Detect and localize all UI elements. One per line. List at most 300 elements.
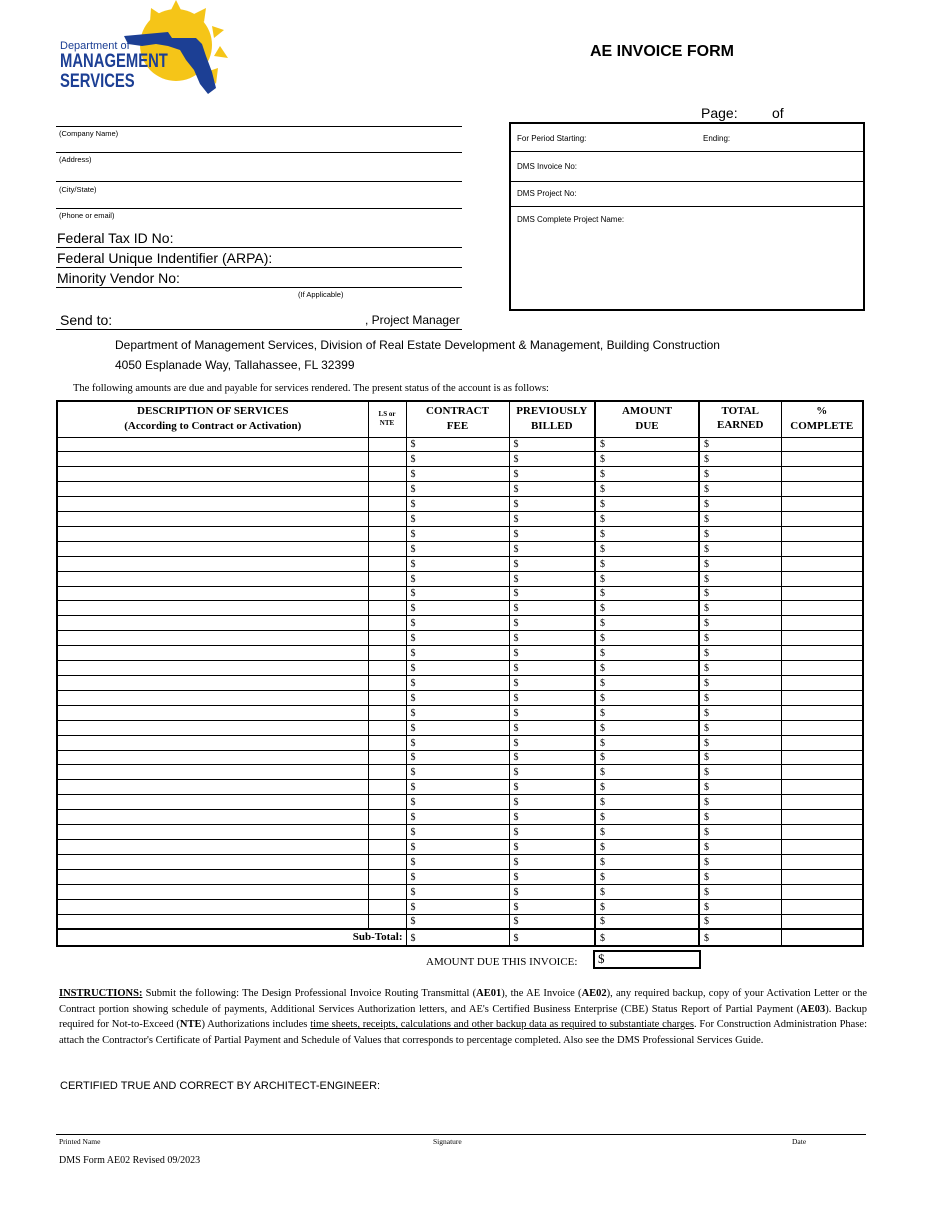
subtotal-label: Sub-Total: <box>57 929 406 946</box>
form-title: AE INVOICE FORM <box>590 43 735 60</box>
row-ls-nte-cell[interactable] <box>368 497 406 512</box>
row-total-earned-cell[interactable]: $ <box>699 571 781 586</box>
row-total-earned-cell[interactable]: $ <box>699 825 781 840</box>
row-previously-billed-cell[interactable]: $ <box>509 556 595 571</box>
row-description-cell[interactable] <box>57 646 368 661</box>
row-amount-due-cell[interactable]: $ <box>595 899 699 914</box>
row-previously-billed-cell[interactable]: $ <box>509 810 595 825</box>
row-ls-nte-cell[interactable] <box>368 601 406 616</box>
row-percent-complete-cell[interactable] <box>781 765 863 780</box>
row-amount-due-cell[interactable]: $ <box>595 571 699 586</box>
row-contract-fee-cell[interactable]: $ <box>406 526 509 541</box>
table-row <box>57 735 863 750</box>
table-row <box>57 854 863 869</box>
row-total-earned-cell[interactable]: $ <box>699 810 781 825</box>
row-previously-billed-cell[interactable]: $ <box>509 661 595 676</box>
row-total-earned-cell[interactable]: $ <box>699 676 781 691</box>
row-ls-nte-cell[interactable] <box>368 869 406 884</box>
dms-invoice-label: DMS Invoice No: <box>517 162 578 171</box>
table-row <box>57 601 863 616</box>
subtotal-previously-billed[interactable]: $ <box>509 929 595 946</box>
row-description-cell[interactable] <box>57 482 368 497</box>
city-state-line[interactable] <box>56 181 462 182</box>
row-description-cell[interactable] <box>57 884 368 899</box>
row-description-cell[interactable] <box>57 765 368 780</box>
row-amount-due-cell[interactable]: $ <box>595 750 699 765</box>
row-amount-due-cell[interactable]: $ <box>595 839 699 854</box>
row-previously-billed-cell[interactable]: $ <box>509 735 595 750</box>
row-percent-complete-cell[interactable] <box>781 854 863 869</box>
row-description-cell[interactable] <box>57 825 368 840</box>
row-description-cell[interactable] <box>57 437 368 452</box>
row-description-cell[interactable] <box>57 750 368 765</box>
row-description-cell[interactable] <box>57 914 368 929</box>
address-line[interactable] <box>56 152 462 153</box>
row-percent-complete-cell[interactable] <box>781 631 863 646</box>
row-total-earned-cell[interactable]: $ <box>699 586 781 601</box>
row-amount-due-cell[interactable]: $ <box>595 556 699 571</box>
row-description-cell[interactable] <box>57 735 368 750</box>
row-contract-fee-cell[interactable]: $ <box>406 690 509 705</box>
row-description-cell[interactable] <box>57 705 368 720</box>
row-previously-billed-cell[interactable]: $ <box>509 869 595 884</box>
row-amount-due-cell[interactable]: $ <box>595 631 699 646</box>
row-amount-due-cell[interactable]: $ <box>595 616 699 631</box>
row-description-cell[interactable] <box>57 541 368 556</box>
row-amount-due-cell[interactable]: $ <box>595 854 699 869</box>
row-previously-billed-cell[interactable]: $ <box>509 541 595 556</box>
row-contract-fee-cell[interactable]: $ <box>406 780 509 795</box>
row-amount-due-cell[interactable]: $ <box>595 705 699 720</box>
address-label: (Address) <box>59 155 92 164</box>
row-description-cell[interactable] <box>57 854 368 869</box>
row-total-earned-cell[interactable]: $ <box>699 452 781 467</box>
row-amount-due-cell[interactable]: $ <box>595 765 699 780</box>
row-contract-fee-cell[interactable]: $ <box>406 899 509 914</box>
row-percent-complete-cell[interactable] <box>781 586 863 601</box>
row-amount-due-cell[interactable]: $ <box>595 646 699 661</box>
row-contract-fee-cell[interactable]: $ <box>406 839 509 854</box>
row-percent-complete-cell[interactable] <box>781 795 863 810</box>
row-percent-complete-cell[interactable] <box>781 884 863 899</box>
subtotal-contract-fee[interactable]: $ <box>406 929 509 946</box>
row-previously-billed-cell[interactable]: $ <box>509 780 595 795</box>
row-amount-due-cell[interactable]: $ <box>595 735 699 750</box>
row-total-earned-cell[interactable]: $ <box>699 765 781 780</box>
row-percent-complete-cell[interactable] <box>781 571 863 586</box>
row-contract-fee-cell[interactable]: $ <box>406 437 509 452</box>
row-amount-due-cell[interactable]: $ <box>595 586 699 601</box>
dms-project-row[interactable] <box>511 182 863 207</box>
row-description-cell[interactable] <box>57 690 368 705</box>
row-description-cell[interactable] <box>57 467 368 482</box>
row-percent-complete-cell[interactable] <box>781 541 863 556</box>
instructions-heading: INSTRUCTIONS: <box>59 988 143 999</box>
table-row <box>57 482 863 497</box>
row-total-earned-cell[interactable]: $ <box>699 795 781 810</box>
col-description-header: DESCRIPTION OF SERVICES (According to Contract or Activation) <box>57 401 368 437</box>
row-total-earned-cell[interactable]: $ <box>699 437 781 452</box>
col-contract-fee-header: CONTRACT FEE <box>406 401 509 437</box>
row-description-cell[interactable] <box>57 571 368 586</box>
row-previously-billed-cell[interactable]: $ <box>509 586 595 601</box>
signature-line[interactable] <box>56 1134 866 1135</box>
dms-project-name-label: DMS Complete Project Name: <box>517 215 625 224</box>
federal-uei-field[interactable] <box>56 267 462 268</box>
row-total-earned-cell[interactable]: $ <box>699 601 781 616</box>
row-amount-due-cell[interactable]: $ <box>595 690 699 705</box>
row-previously-billed-cell[interactable]: $ <box>509 884 595 899</box>
row-ls-nte-cell[interactable] <box>368 914 406 929</box>
company-name-line[interactable] <box>56 126 462 127</box>
row-contract-fee-cell[interactable]: $ <box>406 661 509 676</box>
row-contract-fee-cell[interactable]: $ <box>406 795 509 810</box>
row-amount-due-cell[interactable]: $ <box>595 467 699 482</box>
row-total-earned-cell[interactable]: $ <box>699 750 781 765</box>
table-row <box>57 899 863 914</box>
row-ls-nte-cell[interactable] <box>368 854 406 869</box>
row-ls-nte-cell[interactable] <box>368 780 406 795</box>
table-row <box>57 750 863 765</box>
row-ls-nte-cell[interactable] <box>368 631 406 646</box>
row-previously-billed-cell[interactable]: $ <box>509 854 595 869</box>
row-amount-due-cell[interactable]: $ <box>595 541 699 556</box>
row-ls-nte-cell[interactable] <box>368 690 406 705</box>
dms-invoice-row[interactable] <box>511 152 863 182</box>
row-description-cell[interactable] <box>57 631 368 646</box>
subtotal-amount-due[interactable]: $ <box>595 929 699 946</box>
period-info-box <box>509 122 865 311</box>
row-amount-due-cell[interactable]: $ <box>595 512 699 527</box>
row-amount-due-cell[interactable]: $ <box>595 720 699 735</box>
row-previously-billed-cell[interactable]: $ <box>509 690 595 705</box>
row-previously-billed-cell[interactable]: $ <box>509 437 595 452</box>
table-row <box>57 452 863 467</box>
instructions-text: INSTRUCTIONS: Submit the following: The Design Professional Invoice Routing Transmittal (AE01), the AE Invoice (AE02), any required backup, copy of your Activation Letter or the Contract portion showing schedule of payments, Additional Services Authorization letters, and AE's Certified Business Enterprise (CBE) Status Report of Partial Payment (AE03). Backup required for Not-to-Exceed (NTE) Authorizations includes time sheets, receipts, calculations and other backup data as required to substantiate charges. For Construction Administration Phase: attach the Contractor's Certificate of Partial Payment and Schedule of Values that corresponds to percentage completed. Also see the DMS Professional Services Guide. <box>59 988 868 1046</box>
row-amount-due-cell[interactable]: $ <box>595 810 699 825</box>
row-previously-billed-cell[interactable]: $ <box>509 899 595 914</box>
row-previously-billed-cell[interactable]: $ <box>509 631 595 646</box>
row-previously-billed-cell[interactable]: $ <box>509 676 595 691</box>
row-percent-complete-cell[interactable] <box>781 839 863 854</box>
row-ls-nte-cell[interactable] <box>368 735 406 750</box>
row-contract-fee-cell[interactable]: $ <box>406 482 509 497</box>
row-previously-billed-cell[interactable]: $ <box>509 839 595 854</box>
row-ls-nte-cell[interactable] <box>368 437 406 452</box>
row-ls-nte-cell[interactable] <box>368 452 406 467</box>
row-previously-billed-cell[interactable]: $ <box>509 571 595 586</box>
row-contract-fee-cell[interactable]: $ <box>406 556 509 571</box>
row-contract-fee-cell[interactable]: $ <box>406 720 509 735</box>
row-description-cell[interactable] <box>57 780 368 795</box>
date-label: Date <box>792 1137 807 1146</box>
row-previously-billed-cell[interactable]: $ <box>509 914 595 929</box>
row-amount-due-cell[interactable]: $ <box>595 676 699 691</box>
row-ls-nte-cell[interactable] <box>368 884 406 899</box>
row-ls-nte-cell[interactable] <box>368 616 406 631</box>
row-contract-fee-cell[interactable]: $ <box>406 601 509 616</box>
row-ls-nte-cell[interactable] <box>368 676 406 691</box>
row-previously-billed-cell[interactable]: $ <box>509 750 595 765</box>
row-contract-fee-cell[interactable]: $ <box>406 571 509 586</box>
row-percent-complete-cell[interactable] <box>781 676 863 691</box>
table-row <box>57 616 863 631</box>
row-amount-due-cell[interactable]: $ <box>595 780 699 795</box>
row-previously-billed-cell[interactable]: $ <box>509 765 595 780</box>
period-row[interactable] <box>511 124 863 152</box>
row-ls-nte-cell[interactable] <box>368 795 406 810</box>
row-contract-fee-cell[interactable]: $ <box>406 869 509 884</box>
table-row <box>57 690 863 705</box>
row-description-cell[interactable] <box>57 661 368 676</box>
table-row <box>57 765 863 780</box>
row-amount-due-cell[interactable]: $ <box>595 452 699 467</box>
row-contract-fee-cell[interactable]: $ <box>406 586 509 601</box>
minority-vendor-field[interactable] <box>56 287 462 288</box>
table-row <box>57 780 863 795</box>
row-amount-due-cell[interactable]: $ <box>595 497 699 512</box>
row-ls-nte-cell[interactable] <box>368 810 406 825</box>
row-total-earned-cell[interactable]: $ <box>699 869 781 884</box>
row-ls-nte-cell[interactable] <box>368 750 406 765</box>
printed-name-label: Printed Name <box>59 1137 101 1146</box>
row-total-earned-cell[interactable]: $ <box>699 705 781 720</box>
row-ls-nte-cell[interactable] <box>368 512 406 527</box>
row-description-cell[interactable] <box>57 839 368 854</box>
row-percent-complete-cell[interactable] <box>781 497 863 512</box>
row-total-earned-cell[interactable]: $ <box>699 884 781 899</box>
row-previously-billed-cell[interactable]: $ <box>509 452 595 467</box>
row-ls-nte-cell[interactable] <box>368 586 406 601</box>
row-total-earned-cell[interactable]: $ <box>699 720 781 735</box>
table-row <box>57 839 863 854</box>
row-percent-complete-cell[interactable] <box>781 526 863 541</box>
row-contract-fee-cell[interactable]: $ <box>406 497 509 512</box>
row-amount-due-cell[interactable]: $ <box>595 869 699 884</box>
row-previously-billed-cell[interactable]: $ <box>509 497 595 512</box>
row-total-earned-cell[interactable]: $ <box>699 899 781 914</box>
row-description-cell[interactable] <box>57 899 368 914</box>
row-ls-nte-cell[interactable] <box>368 646 406 661</box>
row-contract-fee-cell[interactable]: $ <box>406 825 509 840</box>
row-percent-complete-cell[interactable] <box>781 646 863 661</box>
subtotal-percent-complete[interactable] <box>781 929 863 946</box>
row-percent-complete-cell[interactable] <box>781 735 863 750</box>
row-previously-billed-cell[interactable]: $ <box>509 705 595 720</box>
row-previously-billed-cell[interactable]: $ <box>509 512 595 527</box>
row-amount-due-cell[interactable]: $ <box>595 482 699 497</box>
row-total-earned-cell[interactable]: $ <box>699 735 781 750</box>
row-contract-fee-cell[interactable]: $ <box>406 541 509 556</box>
table-header-row <box>57 401 863 437</box>
row-contract-fee-cell[interactable]: $ <box>406 452 509 467</box>
row-contract-fee-cell[interactable]: $ <box>406 884 509 899</box>
row-previously-billed-cell[interactable]: $ <box>509 482 595 497</box>
row-amount-due-cell[interactable]: $ <box>595 601 699 616</box>
page-of-label: of <box>772 105 784 121</box>
phone-email-line[interactable] <box>56 208 462 209</box>
row-percent-complete-cell[interactable] <box>781 437 863 452</box>
row-percent-complete-cell[interactable] <box>781 512 863 527</box>
row-total-earned-cell[interactable]: $ <box>699 541 781 556</box>
row-percent-complete-cell[interactable] <box>781 780 863 795</box>
row-total-earned-cell[interactable]: $ <box>699 839 781 854</box>
row-total-earned-cell[interactable]: $ <box>699 854 781 869</box>
table-row <box>57 571 863 586</box>
table-row <box>57 795 863 810</box>
row-description-cell[interactable] <box>57 586 368 601</box>
row-contract-fee-cell[interactable]: $ <box>406 750 509 765</box>
row-ls-nte-cell[interactable] <box>368 661 406 676</box>
signature-label: Signature <box>433 1137 462 1146</box>
row-total-earned-cell[interactable]: $ <box>699 482 781 497</box>
row-ls-nte-cell[interactable] <box>368 571 406 586</box>
row-total-earned-cell[interactable]: $ <box>699 780 781 795</box>
row-description-cell[interactable] <box>57 616 368 631</box>
row-description-cell[interactable] <box>57 497 368 512</box>
row-percent-complete-cell[interactable] <box>781 482 863 497</box>
row-description-cell[interactable] <box>57 810 368 825</box>
row-contract-fee-cell[interactable]: $ <box>406 810 509 825</box>
certification-label: CERTIFIED TRUE AND CORRECT BY ARCHITECT-ENGINEER: <box>60 1080 381 1092</box>
row-percent-complete-cell[interactable] <box>781 690 863 705</box>
row-contract-fee-cell[interactable]: $ <box>406 676 509 691</box>
row-previously-billed-cell[interactable]: $ <box>509 601 595 616</box>
row-percent-complete-cell[interactable] <box>781 914 863 929</box>
row-previously-billed-cell[interactable]: $ <box>509 646 595 661</box>
col-percent-complete-header: % COMPLETE <box>781 401 863 437</box>
row-contract-fee-cell[interactable]: $ <box>406 765 509 780</box>
row-description-cell[interactable] <box>57 556 368 571</box>
phone-email-label: (Phone or email) <box>59 211 115 220</box>
row-total-earned-cell[interactable]: $ <box>699 556 781 571</box>
row-percent-complete-cell[interactable] <box>781 616 863 631</box>
row-percent-complete-cell[interactable] <box>781 661 863 676</box>
row-contract-fee-cell[interactable]: $ <box>406 512 509 527</box>
table-row <box>57 526 863 541</box>
row-previously-billed-cell[interactable]: $ <box>509 795 595 810</box>
federal-tax-id-label: Federal Tax ID No: <box>57 230 174 246</box>
row-contract-fee-cell[interactable]: $ <box>406 646 509 661</box>
row-description-cell[interactable] <box>57 795 368 810</box>
row-previously-billed-cell[interactable]: $ <box>509 467 595 482</box>
row-percent-complete-cell[interactable] <box>781 601 863 616</box>
row-contract-fee-cell[interactable]: $ <box>406 735 509 750</box>
row-previously-billed-cell[interactable]: $ <box>509 825 595 840</box>
row-amount-due-cell[interactable]: $ <box>595 914 699 929</box>
row-amount-due-cell[interactable]: $ <box>595 437 699 452</box>
row-total-earned-cell[interactable]: $ <box>699 914 781 929</box>
row-amount-due-cell[interactable]: $ <box>595 526 699 541</box>
row-ls-nte-cell[interactable] <box>368 705 406 720</box>
row-total-earned-cell[interactable]: $ <box>699 526 781 541</box>
amount-due-field[interactable] <box>593 950 701 969</box>
row-ls-nte-cell[interactable] <box>368 765 406 780</box>
dms-project-name-area[interactable] <box>511 207 863 309</box>
row-description-cell[interactable] <box>57 720 368 735</box>
row-total-earned-cell[interactable]: $ <box>699 646 781 661</box>
row-description-cell[interactable] <box>57 526 368 541</box>
table-row <box>57 646 863 661</box>
row-percent-complete-cell[interactable] <box>781 452 863 467</box>
row-ls-nte-cell[interactable] <box>368 467 406 482</box>
row-ls-nte-cell[interactable] <box>368 526 406 541</box>
row-ls-nte-cell[interactable] <box>368 482 406 497</box>
table-row <box>57 705 863 720</box>
table-row <box>57 556 863 571</box>
row-percent-complete-cell[interactable] <box>781 467 863 482</box>
row-description-cell[interactable] <box>57 676 368 691</box>
table-row <box>57 661 863 676</box>
row-description-cell[interactable] <box>57 452 368 467</box>
row-ls-nte-cell[interactable] <box>368 839 406 854</box>
row-ls-nte-cell[interactable] <box>368 825 406 840</box>
table-row <box>57 869 863 884</box>
row-ls-nte-cell[interactable] <box>368 720 406 735</box>
row-description-cell[interactable] <box>57 601 368 616</box>
row-percent-complete-cell[interactable] <box>781 556 863 571</box>
row-contract-fee-cell[interactable]: $ <box>406 631 509 646</box>
table-row <box>57 437 863 452</box>
row-ls-nte-cell[interactable] <box>368 541 406 556</box>
row-amount-due-cell[interactable]: $ <box>595 661 699 676</box>
row-contract-fee-cell[interactable]: $ <box>406 705 509 720</box>
federal-tax-id-field[interactable] <box>56 247 462 248</box>
logo-services-text: SERVICES <box>60 71 135 92</box>
ending-label: Ending: <box>703 134 731 143</box>
row-total-earned-cell[interactable]: $ <box>699 467 781 482</box>
row-contract-fee-cell[interactable]: $ <box>406 467 509 482</box>
row-ls-nte-cell[interactable] <box>368 556 406 571</box>
row-description-cell[interactable] <box>57 869 368 884</box>
row-amount-due-cell[interactable]: $ <box>595 884 699 899</box>
minority-vendor-label: Minority Vendor No: <box>57 270 180 286</box>
subtotal-total-earned[interactable]: $ <box>699 929 781 946</box>
table-row <box>57 810 863 825</box>
row-ls-nte-cell[interactable] <box>368 899 406 914</box>
row-percent-complete-cell[interactable] <box>781 869 863 884</box>
row-percent-complete-cell[interactable] <box>781 720 863 735</box>
table-row <box>57 825 863 840</box>
row-description-cell[interactable] <box>57 512 368 527</box>
row-total-earned-cell[interactable]: $ <box>699 512 781 527</box>
row-total-earned-cell[interactable]: $ <box>699 690 781 705</box>
send-to-field[interactable] <box>56 329 462 330</box>
table-row <box>57 884 863 899</box>
row-amount-due-cell[interactable]: $ <box>595 795 699 810</box>
row-total-earned-cell[interactable]: $ <box>699 661 781 676</box>
row-contract-fee-cell[interactable]: $ <box>406 914 509 929</box>
logo-management-text: MANAGEMENT <box>60 51 168 72</box>
table-row <box>57 720 863 735</box>
send-to-label: Send to: <box>60 312 113 328</box>
row-percent-complete-cell[interactable] <box>781 825 863 840</box>
row-contract-fee-cell[interactable]: $ <box>406 854 509 869</box>
row-total-earned-cell[interactable]: $ <box>699 631 781 646</box>
row-previously-billed-cell[interactable]: $ <box>509 720 595 735</box>
row-amount-due-cell[interactable]: $ <box>595 825 699 840</box>
row-percent-complete-cell[interactable] <box>781 705 863 720</box>
row-contract-fee-cell[interactable]: $ <box>406 616 509 631</box>
row-previously-billed-cell[interactable]: $ <box>509 616 595 631</box>
table-row <box>57 512 863 527</box>
row-previously-billed-cell[interactable]: $ <box>509 526 595 541</box>
row-total-earned-cell[interactable]: $ <box>699 497 781 512</box>
row-percent-complete-cell[interactable] <box>781 750 863 765</box>
row-percent-complete-cell[interactable] <box>781 810 863 825</box>
row-total-earned-cell[interactable]: $ <box>699 616 781 631</box>
row-percent-complete-cell[interactable] <box>781 899 863 914</box>
